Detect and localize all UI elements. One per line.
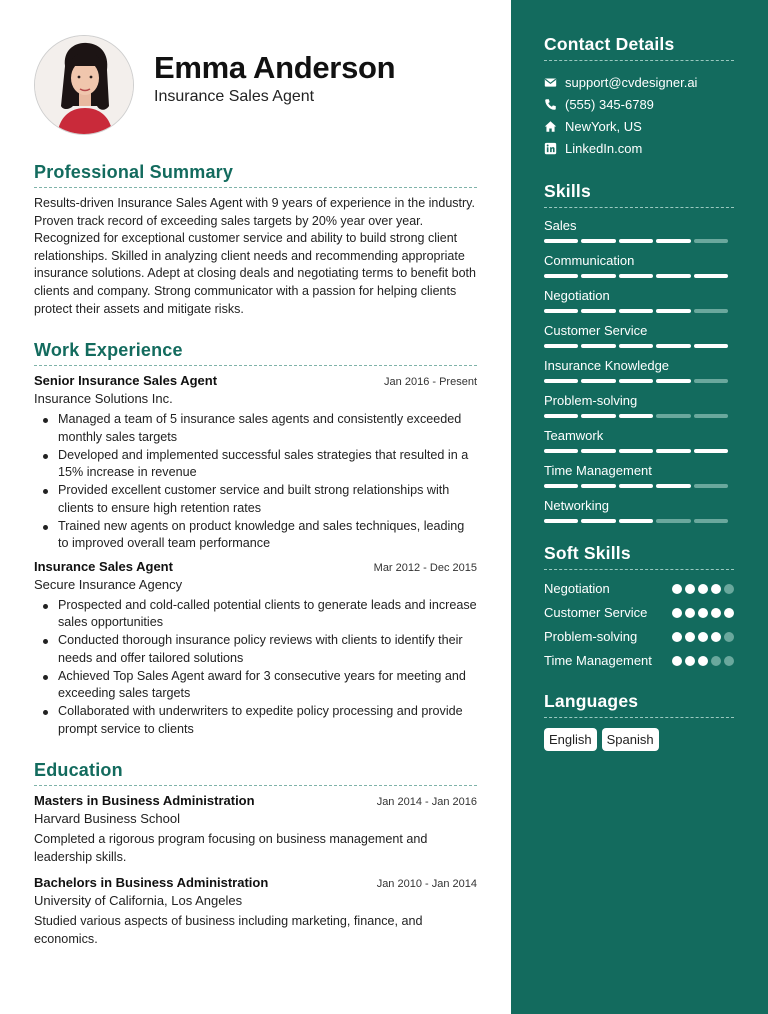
skill-level-segment <box>656 344 690 348</box>
job-company: Insurance Solutions Inc. <box>34 391 173 407</box>
soft-skill-item <box>544 604 734 621</box>
contact-phone[interactable] <box>544 93 734 115</box>
soft-skill-name: Customer Service <box>544 605 648 620</box>
rating-dot <box>724 632 734 642</box>
skill-level-segment <box>544 414 578 418</box>
education-date: Jan 2010 - Jan 2014 <box>376 878 477 891</box>
avatar <box>34 35 134 135</box>
education-entry <box>34 793 477 866</box>
job-entry <box>34 373 477 553</box>
skill-level-segment <box>619 414 653 418</box>
skill-level-segment <box>694 414 728 418</box>
skill-level-segment <box>581 344 615 348</box>
skills-section <box>544 181 734 523</box>
soft-skill-name: Time Management <box>544 653 652 668</box>
skill-level-segment <box>619 449 653 453</box>
skill-name: Time Management <box>544 463 652 478</box>
languages-section <box>544 691 734 751</box>
languages-heading: Languages <box>544 691 734 718</box>
list-item: Provided excellent customer service and built strong relationships with clients to ensure high retention rates <box>58 482 477 517</box>
skill-level-segment <box>619 484 653 488</box>
degree: Masters in Business Administration <box>34 793 255 809</box>
job-bullets <box>34 597 477 739</box>
school: Harvard Business School <box>34 811 180 827</box>
contact-linkedin-text: LinkedIn.com <box>565 140 643 156</box>
skill-level-segment <box>694 449 728 453</box>
contact-phone-text: (555) 345-6789 <box>565 96 654 112</box>
skill-name: Networking <box>544 498 610 513</box>
job-bullets <box>34 411 477 553</box>
skill-item <box>544 218 734 243</box>
candidate-name: Emma Anderson <box>154 50 396 85</box>
skill-level-segment <box>656 239 690 243</box>
language-tag: English <box>544 728 597 751</box>
skill-level-bar <box>544 344 734 348</box>
languages-list <box>544 728 734 751</box>
education-section <box>34 760 477 948</box>
skill-level-segment <box>581 309 615 313</box>
sidebar <box>511 0 768 1014</box>
skill-level-bar <box>544 414 734 418</box>
home-icon <box>544 120 557 133</box>
contact-location-text: NewYork, US <box>565 118 642 134</box>
skill-level-segment <box>544 274 578 278</box>
skill-level-segment <box>544 449 578 453</box>
skill-level-segment <box>694 309 728 313</box>
skill-level-segment <box>694 239 728 243</box>
job-company: Secure Insurance Agency <box>34 576 183 592</box>
skill-level-segment <box>544 484 578 488</box>
rating-dot <box>698 632 708 642</box>
rating-dot <box>711 608 721 618</box>
skill-level-bar <box>544 484 734 488</box>
linkedin-icon <box>544 142 557 155</box>
skill-name: Customer Service <box>544 323 648 338</box>
list-item: Achieved Top Sales Agent award for 3 consecutive years for meeting and exceeding sales targets <box>58 668 477 703</box>
skill-level-segment <box>544 379 578 383</box>
experience-heading: Work Experience <box>34 340 477 366</box>
skill-level-segment <box>581 484 615 488</box>
rating-dot <box>711 584 721 594</box>
contact-email-text: support@cvdesigner.ai <box>565 74 698 90</box>
skill-item <box>544 393 734 418</box>
contact-linkedin[interactable] <box>544 137 734 159</box>
skill-level-segment <box>619 309 653 313</box>
list-item: Trained new agents on product knowledge and sales techniques, leading to improved overall team performance <box>58 518 477 553</box>
skill-level-segment <box>656 414 690 418</box>
job-role: Insurance Sales Agent <box>34 558 173 574</box>
education-description: Studied various aspects of business including marketing, finance, and economics. <box>34 914 423 946</box>
soft-skill-rating <box>672 652 734 666</box>
skill-level-segment <box>581 414 615 418</box>
email-icon <box>544 76 557 89</box>
contact-location <box>544 115 734 137</box>
soft-skill-rating <box>672 628 734 642</box>
school: University of California, Los Angeles <box>34 893 243 909</box>
skill-level-segment <box>581 449 615 453</box>
soft-skill-name: Problem-solving <box>544 629 638 644</box>
education-entry <box>34 875 477 948</box>
skills-heading: Skills <box>544 181 734 208</box>
skill-item <box>544 288 734 313</box>
skill-level-segment <box>619 239 653 243</box>
skill-level-segment <box>619 344 653 348</box>
soft-skill-item <box>544 652 734 669</box>
rating-dot <box>672 632 682 642</box>
rating-dot <box>672 584 682 594</box>
skill-level-segment <box>694 379 728 383</box>
skill-item <box>544 323 734 348</box>
skill-name: Insurance Knowledge <box>544 358 670 373</box>
rating-dot <box>724 656 734 666</box>
education-date: Jan 2014 - Jan 2016 <box>376 796 477 809</box>
rating-dot <box>724 608 734 618</box>
job-date: Jan 2016 - Present <box>384 376 477 389</box>
skills-list <box>544 218 734 523</box>
skill-level-segment <box>694 344 728 348</box>
rating-dot <box>711 656 721 666</box>
skill-item <box>544 463 734 488</box>
skill-name: Sales <box>544 218 577 233</box>
skill-level-bar <box>544 309 734 313</box>
rating-dot <box>685 584 695 594</box>
soft-skills-heading: Soft Skills <box>544 543 734 570</box>
skill-level-segment <box>619 274 653 278</box>
rating-dot <box>698 656 708 666</box>
skill-name: Communication <box>544 253 635 268</box>
skill-level-segment <box>694 484 728 488</box>
language-tag: Spanish <box>602 728 659 751</box>
skill-level-segment <box>619 519 653 523</box>
skill-item <box>544 358 734 383</box>
skill-item <box>544 428 734 453</box>
skill-level-segment <box>619 379 653 383</box>
contact-heading: Contact Details <box>544 34 734 61</box>
skill-level-segment <box>656 379 690 383</box>
rating-dot <box>711 632 721 642</box>
education-description: Completed a rigorous program focusing on business management and leadership skills. <box>34 832 428 864</box>
soft-skill-rating <box>672 580 734 594</box>
skill-item <box>544 253 734 278</box>
skill-name: Problem-solving <box>544 393 638 408</box>
soft-skill-item <box>544 628 734 645</box>
skill-level-segment <box>656 309 690 313</box>
rating-dot <box>724 584 734 594</box>
skill-level-segment <box>656 484 690 488</box>
soft-skills-section <box>544 543 734 669</box>
skill-level-segment <box>581 239 615 243</box>
skill-level-bar <box>544 379 734 383</box>
skill-level-segment <box>656 274 690 278</box>
skill-name: Negotiation <box>544 288 610 303</box>
contact-section <box>544 34 734 159</box>
skill-level-segment <box>656 519 690 523</box>
degree: Bachelors in Business Administration <box>34 875 269 891</box>
list-item: Collaborated with underwriters to expedite policy processing and provide prompt service to clients <box>58 703 477 738</box>
skill-level-bar <box>544 519 734 523</box>
skill-level-segment <box>694 274 728 278</box>
job-date: Mar 2012 - Dec 2015 <box>373 561 477 574</box>
rating-dot <box>685 632 695 642</box>
resume-header <box>34 0 477 150</box>
soft-skills-list <box>544 580 734 669</box>
experience-section <box>34 340 477 738</box>
skill-level-segment <box>544 239 578 243</box>
summary-text: Results-driven Insurance Sales Agent with 9 years of experience in the industry. Proven track record of exceeding sales targets by 20% year over year. Recognized for exceptional customer service and ability to build strong client relationships. Skilled in analyzing client needs and recommending appropriate insurance solutions. Adept at closing deals and negotiating terms to benefit both clients and company. Strong communicator with a passion for helping clients protect their assets and mitigate risks. <box>34 196 476 316</box>
skill-name: Teamwork <box>544 428 604 443</box>
list-item: Prospected and cold-called potential clients to generate leads and increase sales opportunities <box>58 597 477 632</box>
soft-skill-name: Negotiation <box>544 581 610 596</box>
skill-level-segment <box>581 519 615 523</box>
rating-dot <box>672 656 682 666</box>
soft-skill-rating <box>672 604 734 618</box>
rating-dot <box>672 608 682 618</box>
skill-level-segment <box>544 344 578 348</box>
education-heading: Education <box>34 760 477 786</box>
rating-dot <box>698 584 708 594</box>
soft-skill-item <box>544 580 734 597</box>
skill-level-bar <box>544 274 734 278</box>
job-role: Senior Insurance Sales Agent <box>34 373 218 389</box>
skill-level-segment <box>656 449 690 453</box>
skill-level-segment <box>544 309 578 313</box>
job-entry <box>34 559 477 739</box>
rating-dot <box>685 608 695 618</box>
list-item: Managed a team of 5 insurance sales agents and consistently exceeded monthly sales targets <box>58 411 477 446</box>
contact-email[interactable] <box>544 71 734 93</box>
skill-item <box>544 498 734 523</box>
rating-dot <box>698 608 708 618</box>
list-item: Conducted thorough insurance policy reviews with clients to identify their needs and offer tailored solutions <box>58 632 477 667</box>
skill-level-segment <box>694 519 728 523</box>
skill-level-segment <box>581 379 615 383</box>
summary-heading: Professional Summary <box>34 162 477 188</box>
rating-dot <box>685 656 695 666</box>
skill-level-segment <box>544 519 578 523</box>
skill-level-bar <box>544 449 734 453</box>
phone-icon <box>544 98 557 111</box>
skill-level-segment <box>581 274 615 278</box>
list-item: Developed and implemented successful sales strategies that resulted in a 15% increase in revenue <box>58 447 477 482</box>
summary-section <box>34 162 477 318</box>
skill-level-bar <box>544 239 734 243</box>
candidate-title: Insurance Sales Agent <box>154 88 315 105</box>
